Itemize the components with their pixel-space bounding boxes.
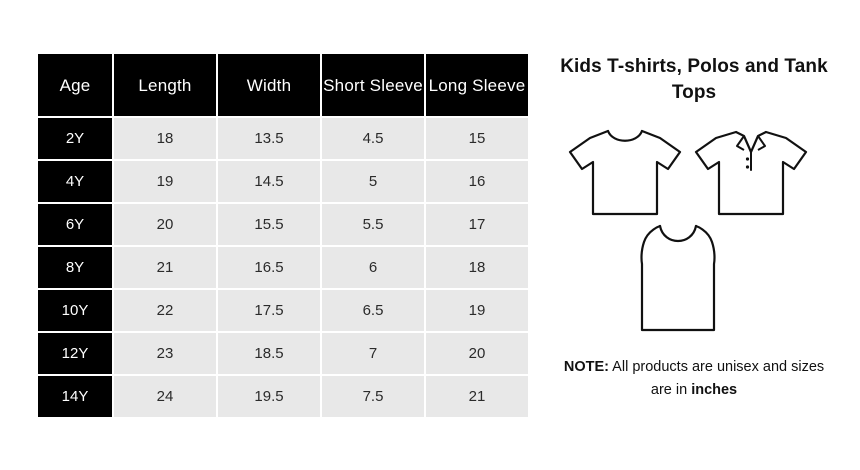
table-row <box>38 161 528 202</box>
cell-short-sleeve: 6 <box>322 247 424 288</box>
cell-short-sleeve: 6.5 <box>322 290 424 331</box>
column-header-long-sleeve: Long Sleeve <box>426 54 528 116</box>
cell-length: 24 <box>114 376 216 417</box>
cell-long-sleeve: 18 <box>426 247 528 288</box>
cell-short-sleeve: 7.5 <box>322 376 424 417</box>
garment-illustrations <box>556 120 832 350</box>
cell-age: 10Y <box>38 290 112 331</box>
table-row <box>38 376 528 417</box>
note-label: NOTE: <box>563 359 609 375</box>
cell-long-sleeve: 20 <box>426 333 528 374</box>
table-header-row <box>38 54 528 116</box>
cell-age: 4Y <box>38 161 112 202</box>
cell-long-sleeve: 15 <box>426 118 528 159</box>
cell-age: 12Y <box>38 333 112 374</box>
cell-length: 22 <box>114 290 216 331</box>
cell-long-sleeve: 21 <box>426 376 528 417</box>
cell-age: 6Y <box>38 204 112 245</box>
cell-length: 23 <box>114 333 216 374</box>
cell-width: 17.5 <box>218 290 320 331</box>
note-text <box>556 356 832 402</box>
column-header-age: Age <box>38 54 112 116</box>
table-header <box>38 54 528 116</box>
polo-shirt-icon <box>692 126 810 223</box>
cell-short-sleeve: 7 <box>322 333 424 374</box>
cell-width: 15.5 <box>218 204 320 245</box>
cell-length: 18 <box>114 118 216 159</box>
note-body: All products are unisex and sizes are in <box>608 359 825 398</box>
cell-short-sleeve: 5.5 <box>322 204 424 245</box>
column-header-length: Length <box>114 54 216 116</box>
table-body <box>38 118 528 417</box>
table-row <box>38 333 528 374</box>
cell-length: 20 <box>114 204 216 245</box>
table-row <box>38 290 528 331</box>
cell-width: 19.5 <box>218 376 320 417</box>
product-info-panel <box>556 54 832 402</box>
cell-age: 2Y <box>38 118 112 159</box>
table-row <box>38 118 528 159</box>
cell-short-sleeve: 5 <box>322 161 424 202</box>
cell-width: 13.5 <box>218 118 320 159</box>
table-row <box>38 204 528 245</box>
cell-age: 14Y <box>38 376 112 417</box>
cell-long-sleeve: 17 <box>426 204 528 245</box>
size-chart-table-wrapper <box>36 52 524 419</box>
size-chart-table <box>36 52 530 419</box>
table-row <box>38 247 528 288</box>
cell-short-sleeve: 4.5 <box>322 118 424 159</box>
tshirt-icon <box>566 126 684 223</box>
cell-length: 21 <box>114 247 216 288</box>
cell-long-sleeve: 19 <box>426 290 528 331</box>
cell-age: 8Y <box>38 247 112 288</box>
panel-title: Kids T-shirts, Polos and Tank Tops <box>560 56 828 103</box>
note-emphasis: inches <box>691 382 738 398</box>
cell-long-sleeve: 16 <box>426 161 528 202</box>
column-header-width: Width <box>218 54 320 116</box>
cell-length: 19 <box>114 161 216 202</box>
column-header-short-sleeve: Short Sleeve <box>322 54 424 116</box>
cell-width: 14.5 <box>218 161 320 202</box>
tank-top-icon <box>626 220 730 341</box>
cell-width: 16.5 <box>218 247 320 288</box>
cell-width: 18.5 <box>218 333 320 374</box>
